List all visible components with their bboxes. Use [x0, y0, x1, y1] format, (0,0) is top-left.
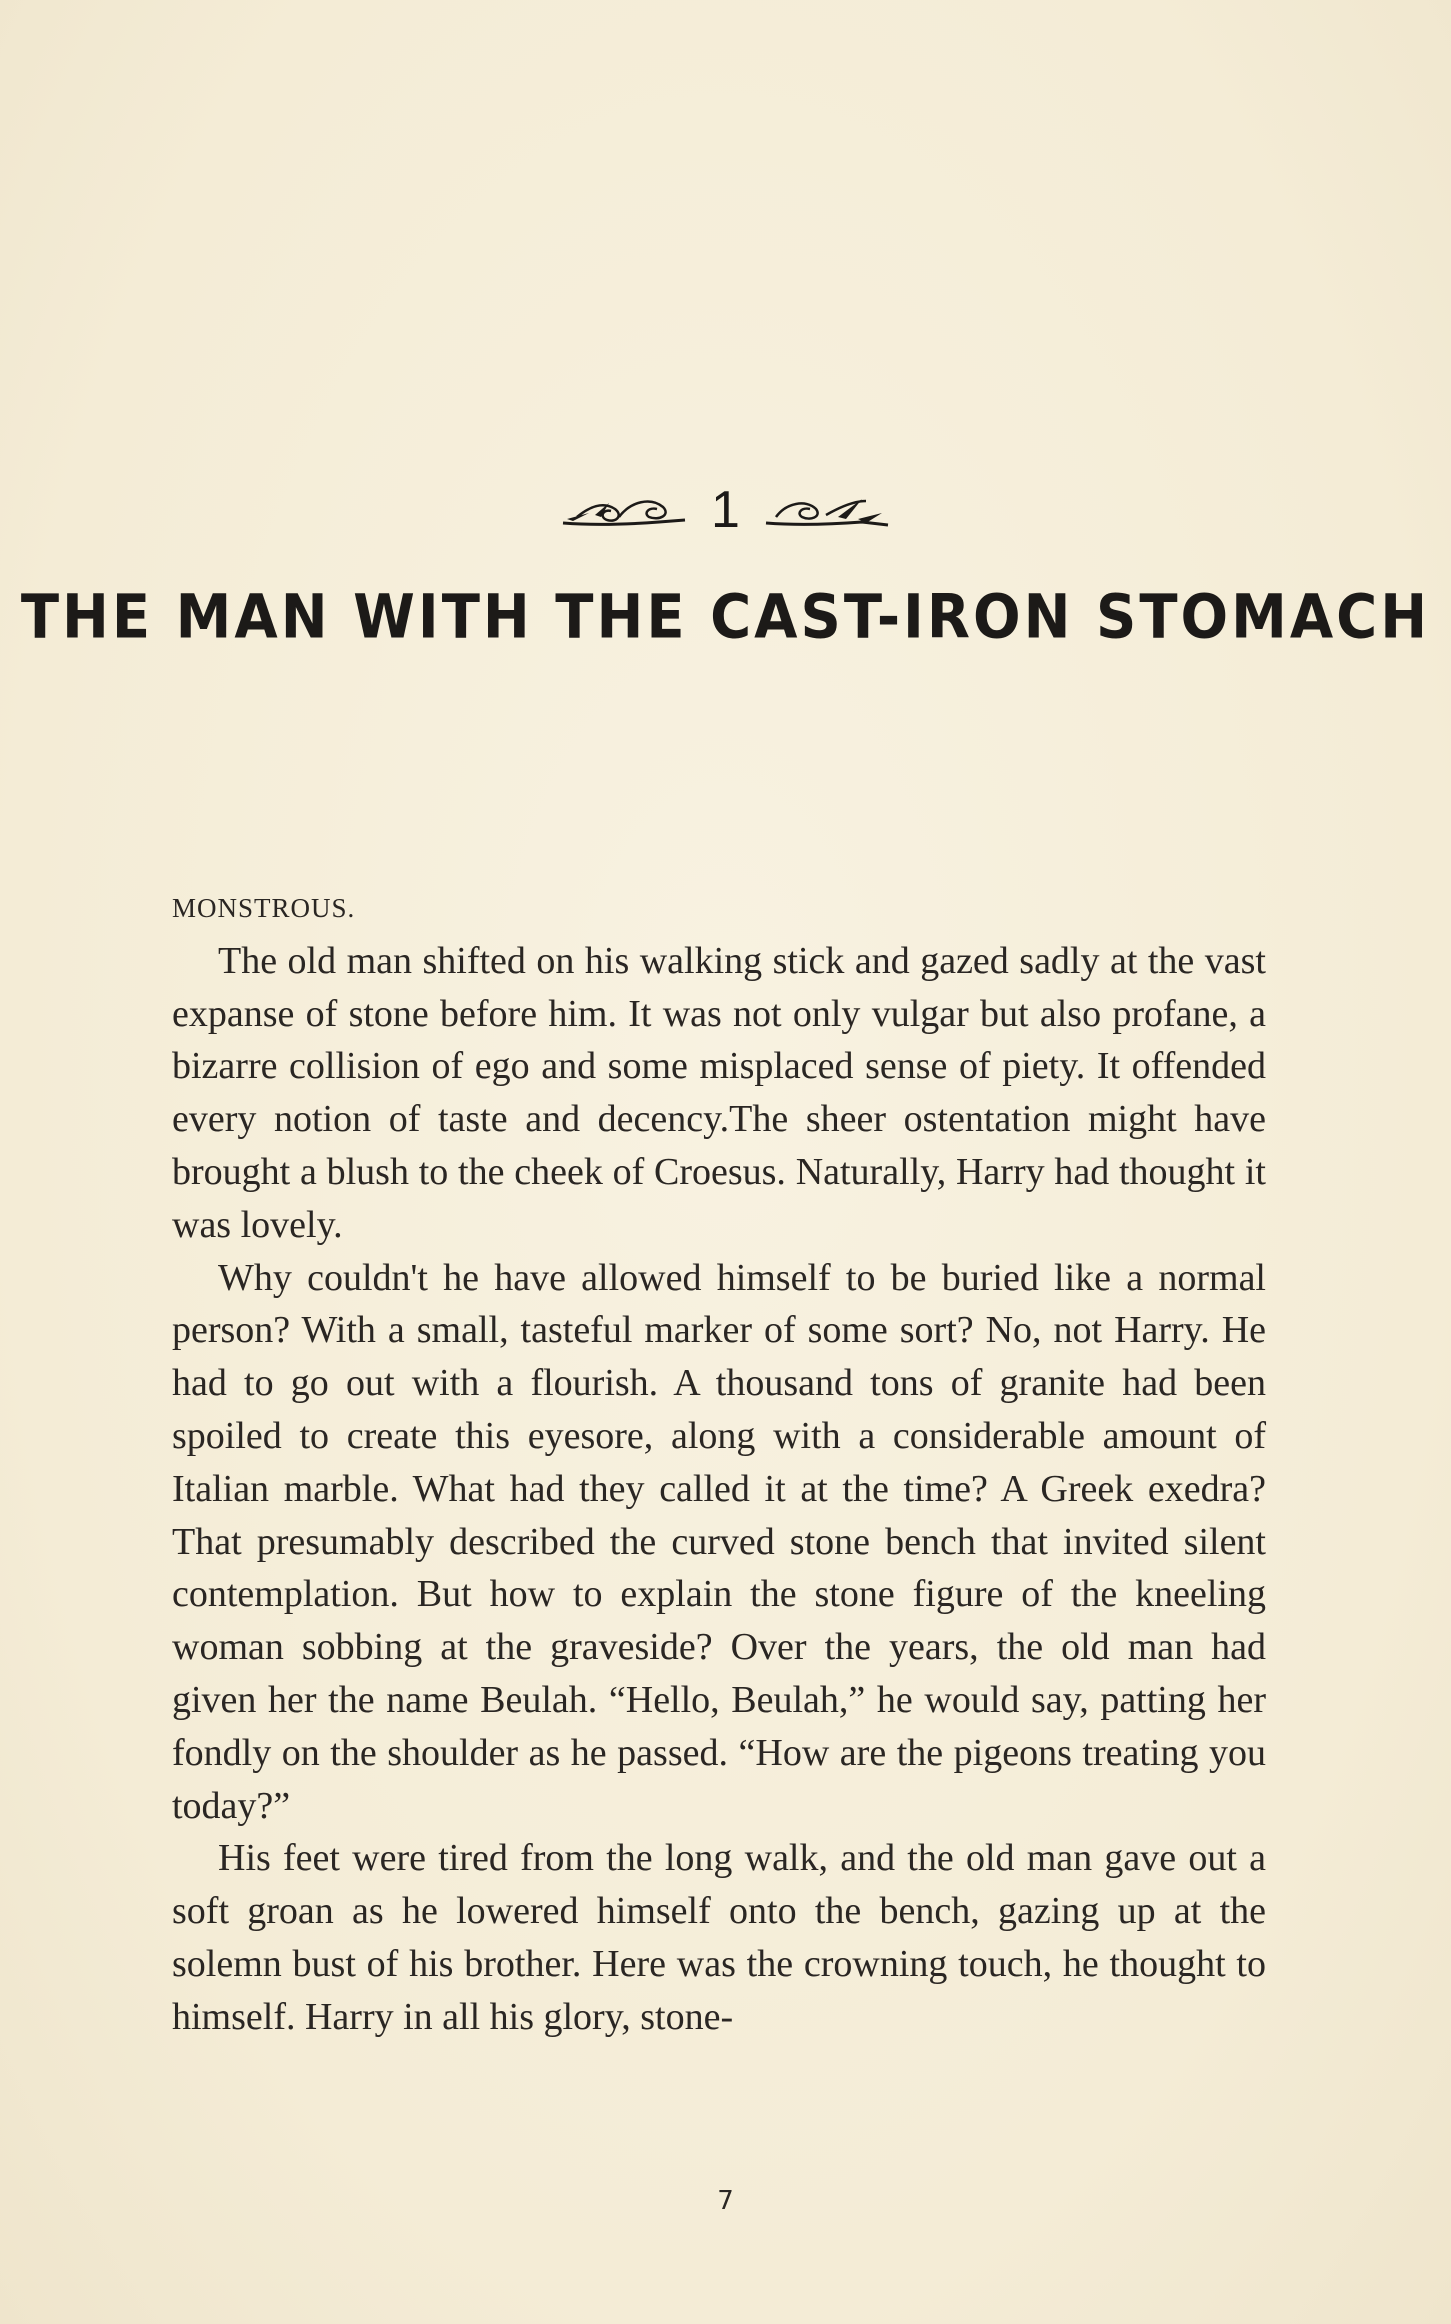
chapter-number: 1 — [711, 481, 740, 539]
swash-ornament-left-icon — [559, 487, 689, 533]
page-number: 7 — [717, 2186, 734, 2216]
paragraph-2: Why couldn't he have allowed himself to be buried like a normal person? With a small, tasteful marker of some sort? No, not Harry. He had to go out with a flourish. A thousand tons of granite had been spoiled to create this eyesore, along with a considerable amount of Italian marble. What had they called it at the time? A Greek exedra? That presumably described the curved stone bench that invited silent contemplation. But how to explain the stone figure of the kneeling woman sobbing at the graveside? Over the years, the old man had given her the name Beulah. “Hello, Beulah,” he would say, patting her fondly on the shoulder as he passed. “How are the pigeons treating you today?” — [172, 1256, 1266, 1827]
chapter-title: THE MAN WITH THE CAST-IRON STOMACH — [20, 582, 1431, 653]
chapter-ornament-row — [0, 475, 1451, 545]
opening-word: MONSTROUS. — [172, 893, 356, 923]
chapter-heading — [0, 475, 1451, 545]
swash-ornament-right-icon — [762, 487, 892, 533]
paragraph-1: The old man shifted on his walking stick and gazed sadly at the vast expanse of stone before him. It was not only vulgar but also profane, a bizarre collision of ego and some misplaced sense of piety. It offended every notion of taste and decency.The sheer ostentation might have brought a blush to the cheek of Croesus. Naturally, Harry had thought it was lovely. — [172, 939, 1266, 1246]
paragraph-3: His feet were tired from the long walk, and the old man gave out a soft groan as he lowered himself onto the bench, gazing up at the solemn bust of his brother. Here was the crowning touch, he thought to himself. Harry in all his glory, stone- — [172, 1837, 1266, 2038]
body-text — [172, 882, 1266, 2044]
